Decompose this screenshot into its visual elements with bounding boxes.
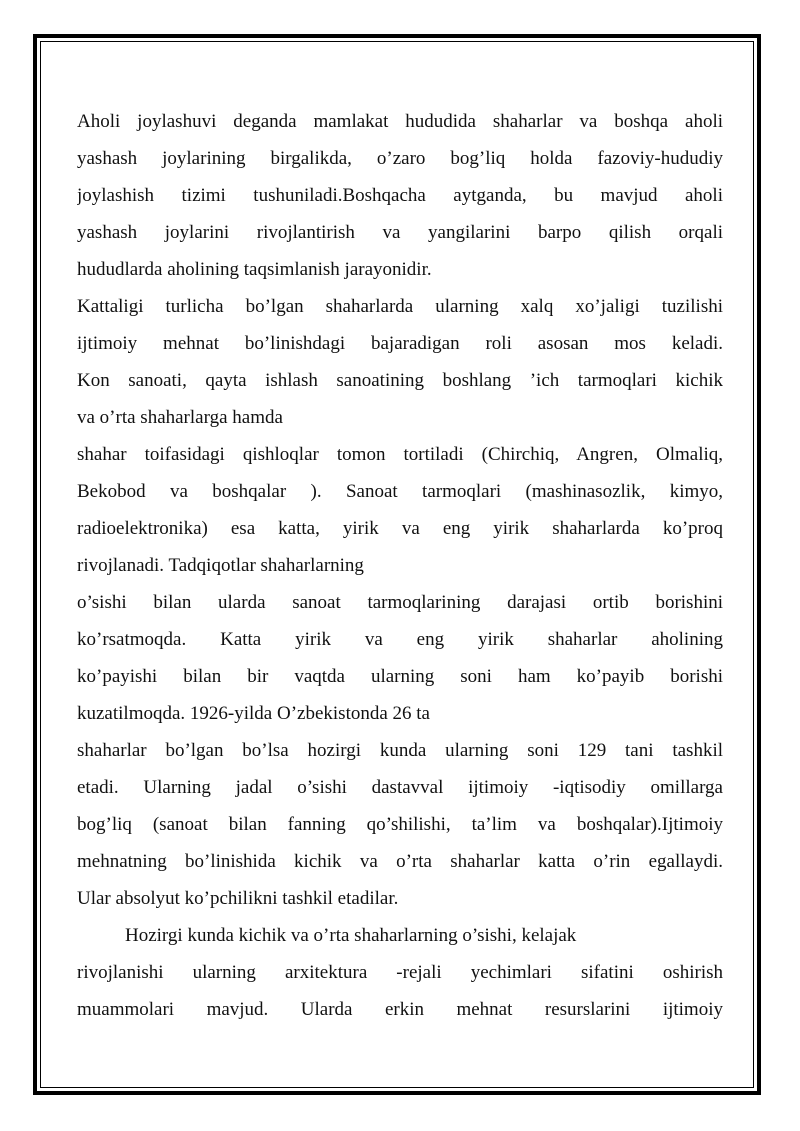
text-line: Ular absolyut ko’pchilikni tashkil etadilar. xyxy=(77,888,399,909)
text-line: radioelektronika) esa katta, yirik va eng yirik shaharlarda ko’proq xyxy=(77,518,723,539)
text-line: bog’liq (sanoat bilan fanning qo’shilishi, ta’lim va boshqalar).Ijtimoiy xyxy=(77,814,723,835)
text-line: joylashish tizimi tushuniladi.Boshqacha aytganda, bu mavjud aholi xyxy=(77,185,723,206)
text-line: ko’rsatmoqda. Katta yirik va eng yirik shaharlar aholining xyxy=(77,629,723,650)
text-line: muammolari mavjud. Ularda erkin mehnat resurslarini ijtimoiy xyxy=(77,999,723,1020)
text-line: kuzatilmoqda. 1926-yilda O’zbekistonda 26 ta xyxy=(77,703,430,724)
text-line: etadi. Ularning jadal o’sishi dastavval ijtimoiy -iqtisodiy omillarga xyxy=(77,777,723,798)
text-line: shahar toifasidagi qishloqlar tomon tortiladi (Chirchiq, Angren, Olmaliq, xyxy=(77,444,723,465)
text-line: rivojlanishi ularning arxitektura -rejali yechimlari sifatini oshirish xyxy=(77,962,723,983)
text-line: Hozirgi kunda kichik va o’rta shaharlarning o’sishi, kelajak xyxy=(125,925,577,946)
text-line: Kattaligi turlicha bo’lgan shaharlarda ularning xalq xo’jaligi tuzilishi xyxy=(77,296,723,317)
text-line: rivojlanadi. Tadqiqotlar shaharlarning xyxy=(77,555,364,576)
text-line: o’sishi bilan ularda sanoat tarmoqlarining darajasi ortib borishini xyxy=(77,592,723,613)
text-line: ijtimoiy mehnat bo’linishdagi bajaradigan roli asosan mos keladi. xyxy=(77,333,723,354)
text-line: Aholi joylashuvi deganda mamlakat hududida shaharlar va boshqa aholi xyxy=(77,111,723,132)
document-body xyxy=(77,103,723,1028)
text-line: Kon sanoati, qayta ishlash sanoatining boshlang ’ich tarmoqlari kichik xyxy=(77,370,723,391)
text-line: yashash joylarining birgalikda, o’zaro bog’liq holda fazoviy-hududiy xyxy=(77,148,723,169)
text-line: Bekobod va boshqalar ). Sanoat tarmoqlari (mashinasozlik, kimyo, xyxy=(77,481,723,502)
text-line: hududlarda aholining taqsimlanish jarayonidir. xyxy=(77,259,432,280)
text-line: shaharlar bo’lgan bo’lsa hozirgi kunda ularning soni 129 tani tashkil xyxy=(77,740,723,761)
text-line: mehnatning bo’linishida kichik va o’rta shaharlar katta o’rin egallaydi. xyxy=(77,851,723,872)
text-line: ko’payishi bilan bir vaqtda ularning soni ham ko’payib borishi xyxy=(77,666,723,687)
text-line: va o’rta shaharlarga hamda xyxy=(77,407,283,428)
text-line: yashash joylarini rivojlantirish va yangilarini barpo qilish orqali xyxy=(77,222,723,243)
